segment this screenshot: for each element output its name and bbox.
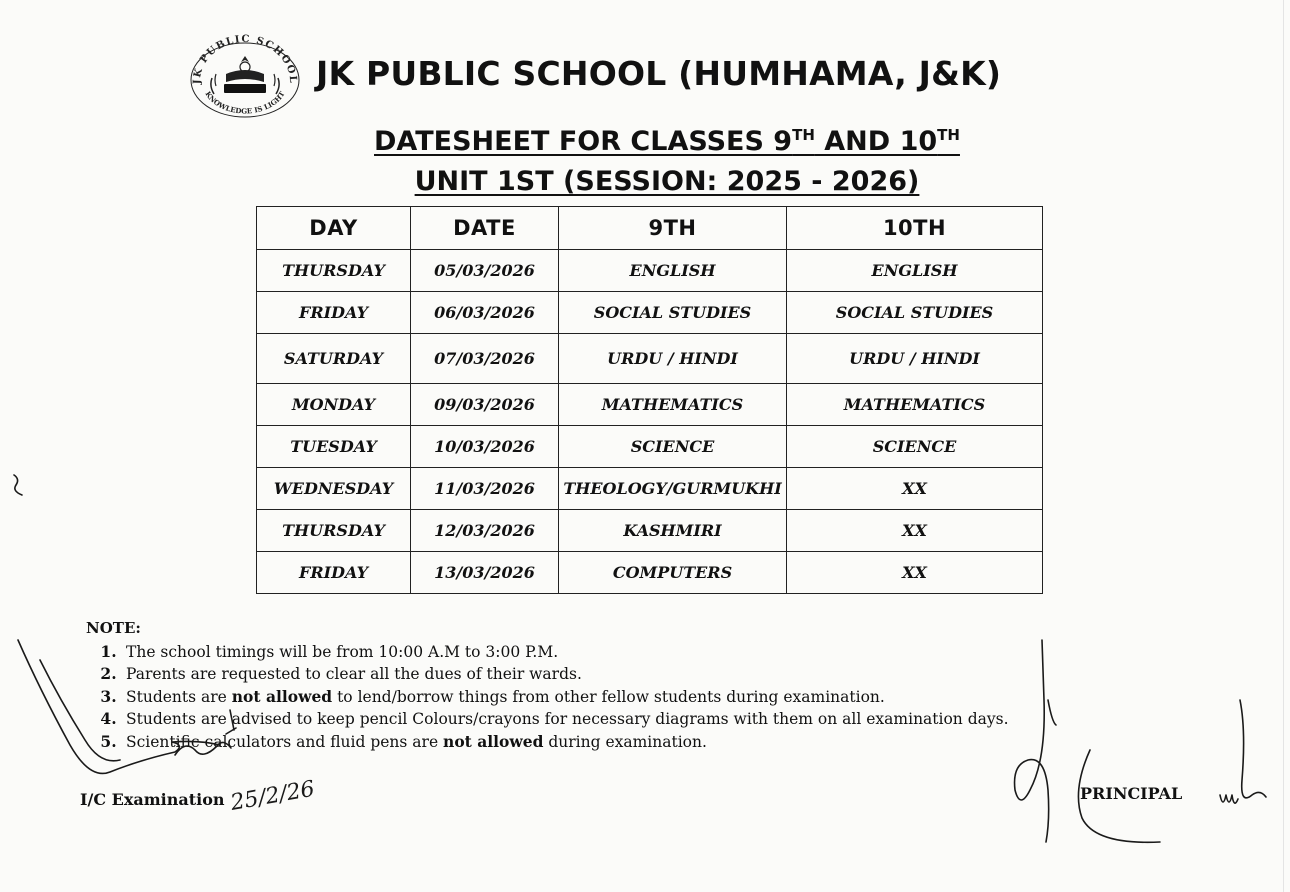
- page-edge: [1283, 0, 1284, 892]
- table-row: [257, 292, 1043, 334]
- note-section: [86, 619, 1009, 753]
- cell-day: FRIDAY: [257, 552, 411, 594]
- cell-day: WEDNESDAY: [257, 468, 411, 510]
- note-text: during examination.: [543, 732, 707, 751]
- note-item: 2. Parents are requested to clear all the dues of their wards.: [122, 663, 1009, 685]
- cell-10th-subject: XX: [787, 552, 1043, 594]
- margin-scribble: [14, 475, 22, 495]
- cell-day: TUESDAY: [257, 426, 411, 468]
- cell-day: MONDAY: [257, 384, 411, 426]
- table-row: [257, 334, 1043, 384]
- cell-day: SATURDAY: [257, 334, 411, 384]
- cell-9th-subject: SOCIAL STUDIES: [559, 292, 787, 334]
- logo-emblem: [211, 56, 279, 94]
- cell-9th-subject: MATHEMATICS: [559, 384, 787, 426]
- cell-10th-subject: SCIENCE: [787, 426, 1043, 468]
- title-line-1: [374, 122, 960, 162]
- logo-ring-text: JK PUBLIC SCHOOL: [191, 34, 299, 85]
- title-superscript-9: TH: [792, 126, 815, 144]
- cell-day: FRIDAY: [257, 292, 411, 334]
- cell-date: 11/03/2026: [411, 468, 559, 510]
- cell-date: 12/03/2026: [411, 510, 559, 552]
- col-header-day: DAY: [257, 207, 411, 250]
- note-text: Students are: [126, 687, 232, 706]
- initials-mark: [1220, 700, 1266, 803]
- col-header-10th: 10TH: [787, 207, 1043, 250]
- col-header-date: DATE: [411, 207, 559, 250]
- cell-10th-subject: XX: [787, 468, 1043, 510]
- logo-motto: KNOWLEDGE IS LIGHT: [203, 89, 287, 116]
- table-row: [257, 384, 1043, 426]
- col-header-9th: 9TH: [559, 207, 787, 250]
- cell-10th-subject: XX: [787, 510, 1043, 552]
- cell-9th-subject: ENGLISH: [559, 250, 787, 292]
- ic-examination-label: I/C Examination: [80, 790, 225, 809]
- cell-date: 10/03/2026: [411, 426, 559, 468]
- table-row: [257, 510, 1043, 552]
- cell-date: 06/03/2026: [411, 292, 559, 334]
- note-item: 1. The school timings will be from 10:00 A.M to 3:00 P.M.: [122, 641, 1009, 663]
- cell-date: 07/03/2026: [411, 334, 559, 384]
- cell-10th-subject: MATHEMATICS: [787, 384, 1043, 426]
- cell-9th-subject: KASHMIRI: [559, 510, 787, 552]
- cell-day: THURSDAY: [257, 250, 411, 292]
- cell-9th-subject: URDU / HINDI: [559, 334, 787, 384]
- cell-day: THURSDAY: [257, 510, 411, 552]
- cell-9th-subject: COMPUTERS: [559, 552, 787, 594]
- title-line-2: UNIT 1ST (SESSION: 2025 - 2026): [414, 166, 920, 197]
- title-classes-mid: AND 10: [814, 126, 938, 157]
- table-row: [257, 552, 1043, 594]
- cell-date: 09/03/2026: [411, 384, 559, 426]
- table-row: [257, 426, 1043, 468]
- note-item: [122, 731, 1009, 753]
- school-name: JK PUBLIC SCHOOL (HUMHAMA, J&K): [316, 54, 1002, 93]
- note-emphasis: not allowed: [443, 731, 544, 751]
- cell-9th-subject: SCIENCE: [559, 426, 787, 468]
- cell-9th-subject: THEOLOGY/GURMUKHI: [559, 468, 787, 510]
- title-classes-prefix: DATESHEET FOR CLASSES 9: [374, 126, 793, 157]
- note-text: to lend/borrow things from other fellow students during examination.: [332, 687, 885, 706]
- table-row: [257, 468, 1043, 510]
- note-heading: NOTE:: [86, 619, 141, 637]
- principal-signature-stroke: [1015, 640, 1049, 842]
- principal-signature-stroke: [1048, 700, 1056, 725]
- note-emphasis: not allowed: [231, 686, 333, 706]
- cell-10th-subject: SOCIAL STUDIES: [787, 292, 1043, 334]
- datesheet-title: [322, 122, 1012, 202]
- note-list: [86, 641, 1009, 753]
- datesheet-table: [256, 206, 1043, 594]
- note-item: 4. Students are advised to keep pencil Colours/crayons for necessary diagrams with them on all examination days.: [122, 708, 1009, 730]
- cell-10th-subject: ENGLISH: [787, 250, 1043, 292]
- school-logo: [186, 34, 304, 118]
- table-row: [257, 250, 1043, 292]
- cell-date: 13/03/2026: [411, 552, 559, 594]
- note-item: [122, 686, 1009, 708]
- note-text: Scientific calculators and fluid pens are: [126, 732, 444, 751]
- cell-10th-subject: URDU / HINDI: [787, 334, 1043, 384]
- principal-label: PRINCIPAL: [1080, 784, 1183, 803]
- table-header-row: [257, 207, 1043, 250]
- ic-signature-date: 25/2/26: [228, 776, 317, 816]
- title-superscript-10: TH: [937, 126, 960, 144]
- cell-date: 05/03/2026: [411, 250, 559, 292]
